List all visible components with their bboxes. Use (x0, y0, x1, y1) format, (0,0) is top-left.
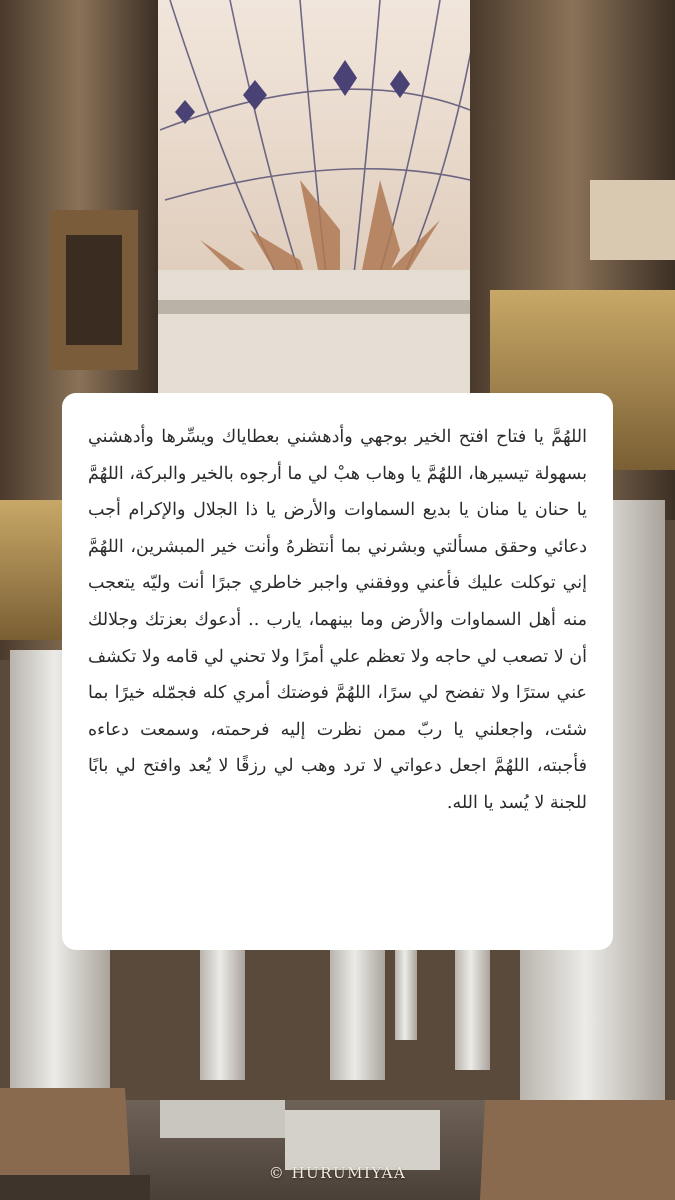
credit-watermark: © HURUMIYAA (268, 1164, 407, 1182)
prayer-text: اللهُمَّ يا فتاح افتح الخير بوجهي وأدهشني بعطاياك ويسِّرها وأدهشني بسهولة تيسيرها، اللهُمَّ يا وهاب هبْ لي ما أرجوه بالخير والبركة، اللهُمَّ يا حنان يا منان يا بديع السماوات والأرض يا ذا الجلال والإكرام أجب دعائي وحقق مسألتي وبشرني بما أنتظرهُ وأنت خير المبشرين، اللهُمَّ إني توكلت عليك فأعني ووفقني واجبر خاطري جبرًا أنت وليّه يتعجب منه أهل السماوات والأرض وما بينهما، يارب .. أدعوك بعزتك وجلالك أن لا تصعب لي حاجه ولا تعظم علي أمرًا ولا تحني لي قامه ولا تكشف عني سترًا ولا تفضح لي سرًا، اللهُمَّ فوضتك أمري كله فجمّله خيرًا بما شئت، واجعلني يا ربّ ممن نظرت إليه فرحمته، وسمعت دعاءه فأجبته، اللهُمَّ اجعل دعواتي لا ترد وهب لي رزقًا لا يُعد وافتح لي بابًا للجنة لا يُسد يا الله. (88, 427, 587, 813)
prayer-card (62, 393, 613, 950)
